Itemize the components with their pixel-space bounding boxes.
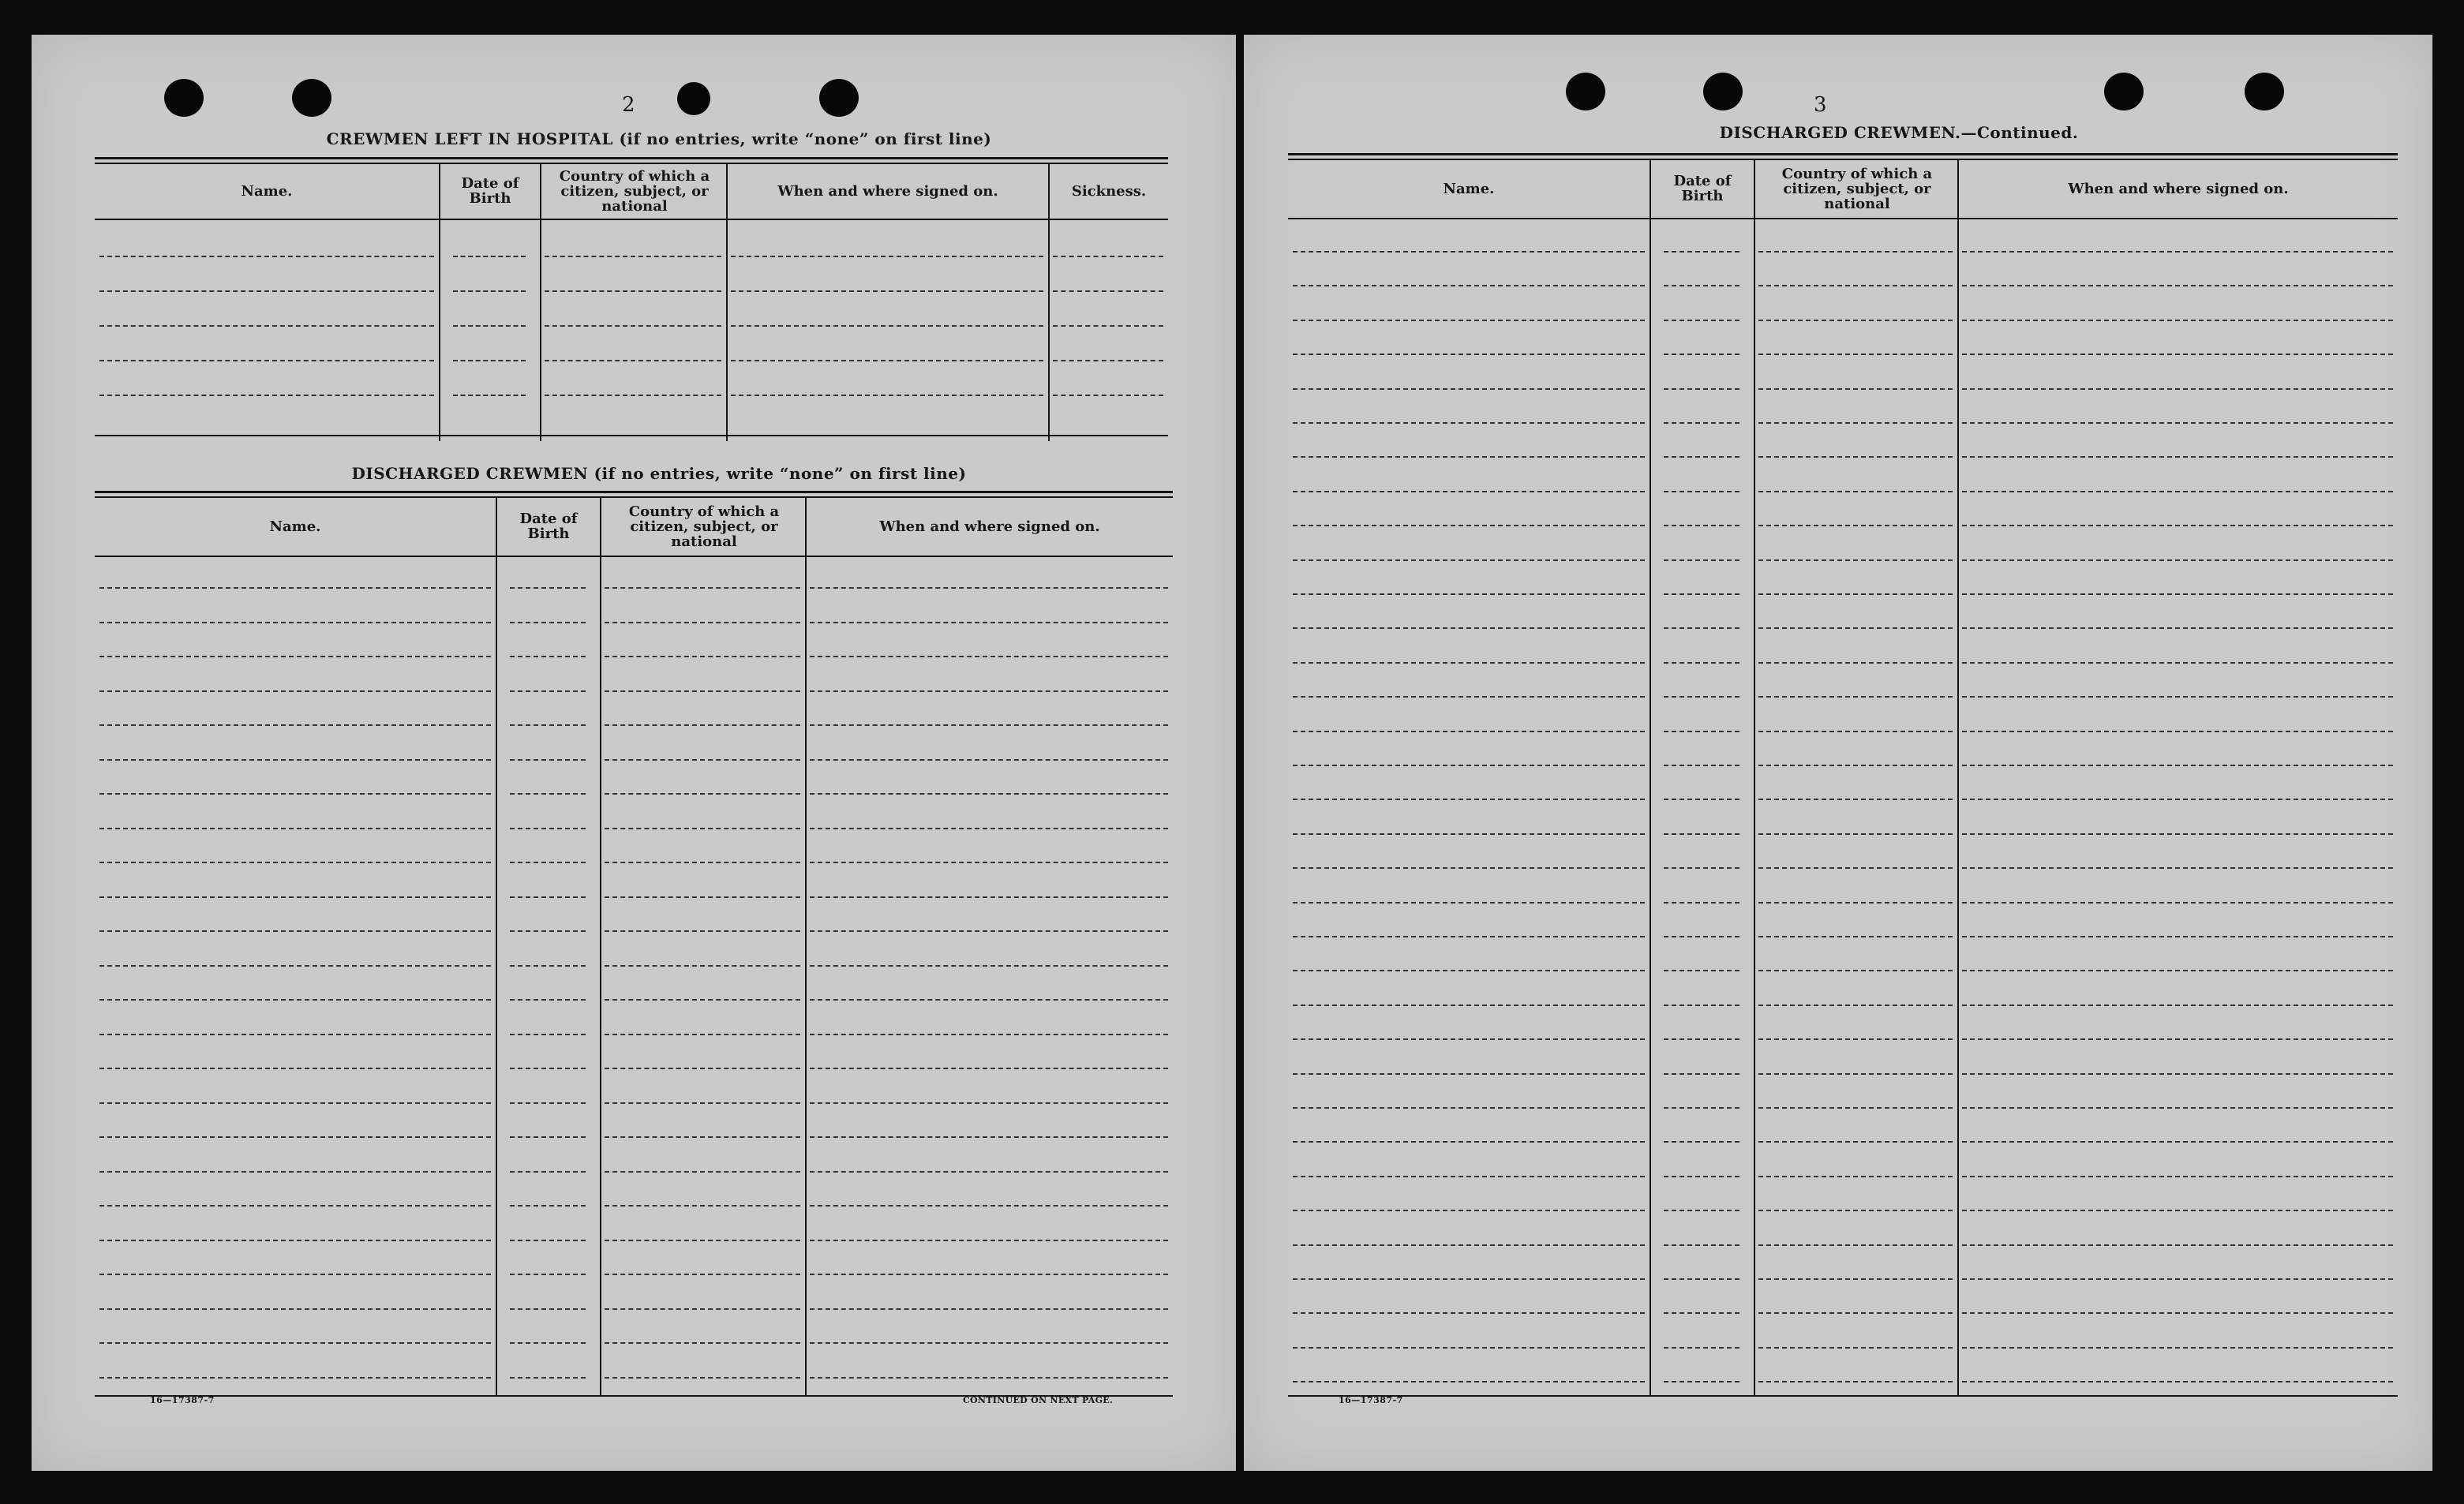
col-header-date-of-birth: Date of Birth	[519, 511, 578, 542]
ruled-line	[1664, 320, 1739, 321]
ruled-line	[1962, 285, 2393, 286]
ruled-line	[1758, 1107, 1953, 1109]
ruled-line	[1758, 1176, 1953, 1177]
ruled-line	[1962, 1210, 2393, 1211]
ruled-line	[1664, 1278, 1739, 1280]
punch-hole	[2245, 73, 2284, 110]
ruled-line	[1293, 662, 1645, 664]
ruled-line	[510, 965, 586, 967]
ruled-line	[1962, 1381, 2393, 1382]
ruled-line	[1664, 1312, 1739, 1314]
ruled-line	[510, 828, 586, 829]
ruled-line	[510, 622, 586, 623]
ruled-line	[1758, 1347, 1953, 1349]
ruled-line	[605, 1171, 800, 1173]
ruled-line	[1293, 456, 1645, 458]
col-header-signed-on: When and where signed on.	[777, 182, 998, 200]
ruled-line	[1664, 388, 1739, 390]
ruled-line	[453, 395, 526, 396]
ruled-line	[1293, 765, 1645, 766]
ruled-line	[453, 325, 526, 327]
ruled-line	[510, 1068, 586, 1069]
ruled-line	[545, 360, 721, 361]
ruled-line	[810, 1308, 1168, 1310]
ruled-line	[510, 759, 586, 761]
form-code: 16—17387-7	[150, 1395, 215, 1405]
ruled-line	[1962, 696, 2393, 698]
ruled-line	[1664, 1381, 1739, 1382]
ruled-line	[99, 1102, 491, 1104]
ruled-line	[1293, 936, 1645, 937]
punch-hole	[1566, 73, 1605, 110]
ruled-line	[510, 1136, 586, 1138]
ruled-line	[453, 256, 526, 257]
ruled-line	[1758, 662, 1953, 664]
ruled-line	[1962, 1073, 2393, 1075]
ruled-line	[1293, 1381, 1645, 1382]
col-header-name: Name.	[241, 182, 293, 200]
ruled-line	[1293, 1141, 1645, 1143]
ruled-line	[1664, 1038, 1739, 1040]
ruled-line	[1664, 491, 1739, 492]
ruled-line	[1758, 970, 1953, 971]
ruled-line	[99, 1342, 491, 1344]
ruled-line	[1664, 559, 1739, 561]
ruled-line	[605, 1136, 800, 1138]
ruled-line	[1293, 422, 1645, 424]
ruled-line	[1664, 251, 1739, 253]
discharged-continued-title: DISCHARGED CREWMEN.—Continued.	[1719, 123, 2079, 142]
ruled-line	[1758, 731, 1953, 732]
ruled-line	[510, 1205, 586, 1207]
ruled-line	[1758, 867, 1953, 869]
ruled-line	[510, 587, 586, 589]
ruled-line	[605, 587, 800, 589]
ruled-line	[99, 256, 434, 257]
ruled-line	[605, 1308, 800, 1310]
ruled-line	[99, 1171, 491, 1173]
ruled-line	[810, 1205, 1168, 1207]
col-header-date-of-birth: Date of Birth	[461, 175, 519, 207]
ruled-line	[1293, 1038, 1645, 1040]
col-header-country: Country of which a citizen, subject, or national	[1781, 165, 1933, 212]
ruled-line	[1293, 627, 1645, 629]
ruled-line	[1962, 422, 2393, 424]
ruled-line	[1664, 354, 1739, 355]
ruled-line	[1962, 765, 2393, 766]
ruled-line	[1758, 627, 1953, 629]
col-header-country: Country of which a citizen, subject, or national	[559, 167, 710, 215]
ruled-line	[1962, 627, 2393, 629]
ruled-line	[99, 862, 491, 863]
punch-hole	[677, 82, 710, 115]
ruled-line	[1758, 593, 1953, 595]
ruled-line	[1293, 1176, 1645, 1177]
ruled-line	[1664, 285, 1739, 286]
ruled-line	[1962, 731, 2393, 732]
ruled-line	[810, 656, 1168, 657]
ruled-line	[1293, 559, 1645, 561]
ruled-line	[810, 690, 1168, 692]
ruled-line	[810, 1136, 1168, 1138]
ruled-line	[1293, 251, 1645, 253]
ruled-line	[1664, 799, 1739, 800]
ruled-line	[605, 1377, 800, 1379]
ruled-line	[99, 1274, 491, 1275]
ruled-line	[1664, 867, 1739, 869]
ruled-line	[1962, 833, 2393, 835]
right-page	[1244, 35, 2432, 1471]
ruled-line	[1758, 320, 1953, 321]
ruled-line	[99, 622, 491, 623]
ruled-line	[605, 793, 800, 795]
ruled-line	[1053, 325, 1163, 327]
ruled-line	[810, 896, 1168, 898]
ruled-line	[99, 1034, 491, 1035]
ruled-line	[1664, 1176, 1739, 1177]
ruled-line	[605, 828, 800, 829]
ruled-line	[99, 793, 491, 795]
ruled-line	[1962, 1347, 2393, 1349]
ruled-line	[1293, 731, 1645, 732]
ruled-line	[605, 930, 800, 932]
discharged-table	[95, 491, 1173, 1406]
ruled-line	[605, 622, 800, 623]
ruled-line	[1758, 936, 1953, 937]
ruled-line	[1962, 354, 2393, 355]
ruled-line	[605, 1068, 800, 1069]
ruled-line	[1664, 902, 1739, 904]
ruled-line	[1962, 662, 2393, 664]
ruled-line	[510, 793, 586, 795]
col-header-sickness: Sickness.	[1071, 182, 1147, 200]
ruled-line	[1293, 1347, 1645, 1349]
ruled-line	[545, 325, 721, 327]
ruled-line	[510, 1171, 586, 1173]
col-header-name: Name.	[269, 518, 321, 535]
ruled-line	[810, 1342, 1168, 1344]
ruled-line	[99, 690, 491, 692]
ruled-line	[510, 1034, 586, 1035]
ruled-line	[1664, 525, 1739, 526]
ruled-line	[510, 1377, 586, 1379]
ruled-line	[99, 930, 491, 932]
ruled-line	[731, 290, 1043, 292]
ruled-line	[810, 828, 1168, 829]
ruled-line	[99, 999, 491, 1001]
ruled-line	[1758, 1141, 1953, 1143]
ruled-line	[1664, 422, 1739, 424]
ruled-line	[1293, 525, 1645, 526]
ruled-line	[99, 759, 491, 761]
page-number: 3	[1814, 93, 1827, 117]
ruled-line	[1758, 1244, 1953, 1246]
ruled-line	[1664, 1210, 1739, 1211]
ruled-line	[605, 896, 800, 898]
punch-hole	[819, 79, 859, 117]
ruled-line	[1962, 1312, 2393, 1314]
ruled-line	[1962, 388, 2393, 390]
ruled-line	[605, 1102, 800, 1104]
ruled-line	[1758, 1073, 1953, 1075]
ruled-line	[1758, 799, 1953, 800]
ruled-line	[605, 999, 800, 1001]
ruled-line	[510, 690, 586, 692]
ruled-line	[1962, 1005, 2393, 1006]
ruled-line	[510, 1342, 586, 1344]
ruled-line	[605, 724, 800, 726]
continued-note: CONTINUED ON NEXT PAGE.	[963, 1395, 1114, 1405]
ruled-line	[1293, 354, 1645, 355]
ruled-line	[1962, 867, 2393, 869]
ruled-line	[1293, 593, 1645, 595]
ruled-line	[1962, 1141, 2393, 1143]
ruled-line	[99, 360, 434, 361]
ruled-line	[99, 1136, 491, 1138]
ruled-line	[1758, 1278, 1953, 1280]
ruled-line	[510, 896, 586, 898]
ruled-line	[810, 1068, 1168, 1069]
ruled-line	[605, 862, 800, 863]
ruled-line	[810, 1377, 1168, 1379]
left-page	[32, 35, 1236, 1471]
ruled-line	[810, 965, 1168, 967]
ruled-line	[1293, 970, 1645, 971]
ruled-line	[1758, 1038, 1953, 1040]
ruled-line	[810, 1240, 1168, 1241]
ruled-line	[453, 360, 526, 361]
ruled-line	[1758, 285, 1953, 286]
ruled-line	[99, 325, 434, 327]
ruled-line	[731, 325, 1043, 327]
ruled-line	[1962, 799, 2393, 800]
page-number: 2	[622, 93, 635, 117]
punch-hole	[292, 79, 331, 117]
ruled-line	[1664, 833, 1739, 835]
ruled-line	[605, 1274, 800, 1275]
ruled-line	[510, 999, 586, 1001]
ruled-line	[1962, 970, 2393, 971]
ruled-line	[99, 965, 491, 967]
ruled-line	[1293, 799, 1645, 800]
ruled-line	[1664, 627, 1739, 629]
ruled-line	[1053, 290, 1163, 292]
ruled-line	[810, 622, 1168, 623]
hospital-section-title: CREWMEN LEFT IN HOSPITAL (if no entries, write “none” on first line)	[326, 129, 992, 148]
ruled-line	[1664, 662, 1739, 664]
ruled-line	[1962, 456, 2393, 458]
col-header-country: Country of which a citizen, subject, or national	[628, 503, 780, 550]
ruled-line	[1293, 388, 1645, 390]
ruled-line	[1293, 867, 1645, 869]
punch-hole	[2104, 73, 2144, 110]
ruled-line	[1758, 902, 1953, 904]
ruled-line	[1664, 696, 1739, 698]
ruled-line	[545, 395, 721, 396]
ruled-line	[99, 828, 491, 829]
ruled-line	[1664, 1347, 1739, 1349]
ruled-line	[1962, 251, 2393, 253]
ruled-line	[510, 862, 586, 863]
ruled-line	[605, 1034, 800, 1035]
ruled-line	[1293, 833, 1645, 835]
ruled-line	[810, 1034, 1168, 1035]
ruled-line	[1664, 1005, 1739, 1006]
ruled-line	[1758, 696, 1953, 698]
punch-hole	[164, 79, 204, 117]
ruled-line	[1962, 1107, 2393, 1109]
ruled-line	[1664, 1073, 1739, 1075]
col-header-signed-on: When and where signed on.	[879, 518, 1100, 535]
ruled-line	[1293, 1073, 1645, 1075]
ruled-line	[1664, 1141, 1739, 1143]
ruled-line	[510, 1240, 586, 1241]
ruled-line	[1758, 251, 1953, 253]
discharged-continued-table	[1288, 153, 2398, 1431]
ruled-line	[1758, 354, 1953, 355]
ruled-line	[731, 395, 1043, 396]
ruled-line	[1053, 256, 1163, 257]
ruled-line	[1962, 1038, 2393, 1040]
ruled-line	[99, 290, 434, 292]
ruled-line	[99, 656, 491, 657]
ruled-line	[99, 1205, 491, 1207]
ruled-line	[1664, 456, 1739, 458]
ruled-line	[1293, 696, 1645, 698]
ruled-line	[1293, 1278, 1645, 1280]
ruled-line	[99, 395, 434, 396]
ruled-line	[605, 656, 800, 657]
ruled-line	[1293, 491, 1645, 492]
ruled-line	[1758, 833, 1953, 835]
ruled-line	[1664, 731, 1739, 732]
ruled-line	[545, 256, 721, 257]
ruled-line	[810, 930, 1168, 932]
ruled-line	[1758, 1381, 1953, 1382]
ruled-line	[1293, 320, 1645, 321]
ruled-line	[510, 1102, 586, 1104]
ruled-line	[1664, 765, 1739, 766]
ruled-line	[1962, 593, 2393, 595]
ruled-line	[1962, 1278, 2393, 1280]
ruled-line	[1758, 1005, 1953, 1006]
ruled-line	[510, 724, 586, 726]
ruled-line	[99, 724, 491, 726]
ruled-line	[99, 896, 491, 898]
ruled-line	[99, 1068, 491, 1069]
col-header-name: Name.	[1443, 180, 1495, 197]
ruled-line	[1758, 1312, 1953, 1314]
ruled-line	[1962, 491, 2393, 492]
ruled-line	[1293, 1312, 1645, 1314]
ruled-line	[731, 256, 1043, 257]
ruled-line	[1758, 525, 1953, 526]
ruled-line	[1053, 395, 1163, 396]
ruled-line	[1664, 1244, 1739, 1246]
ruled-line	[810, 999, 1168, 1001]
ruled-line	[1962, 559, 2393, 561]
ruled-line	[1962, 320, 2393, 321]
discharged-section-title: DISCHARGED CREWMEN (if no entries, write “none” on first line)	[351, 464, 967, 483]
col-header-date-of-birth: Date of Birth	[1673, 173, 1732, 204]
ruled-line	[1962, 525, 2393, 526]
ruled-line	[1962, 902, 2393, 904]
ruled-line	[99, 587, 491, 589]
ruled-line	[1758, 422, 1953, 424]
ruled-line	[1293, 285, 1645, 286]
ruled-line	[1293, 1107, 1645, 1109]
ruled-line	[510, 930, 586, 932]
ruled-line	[1293, 1244, 1645, 1246]
ruled-line	[1758, 456, 1953, 458]
ruled-line	[1962, 936, 2393, 937]
ruled-line	[1293, 1210, 1645, 1211]
ruled-line	[810, 724, 1168, 726]
ruled-line	[605, 965, 800, 967]
ruled-line	[510, 1308, 586, 1310]
ruled-line	[1664, 970, 1739, 971]
ruled-line	[1293, 902, 1645, 904]
ruled-line	[1053, 360, 1163, 361]
ruled-line	[810, 587, 1168, 589]
ruled-line	[1293, 1005, 1645, 1006]
ruled-line	[99, 1377, 491, 1379]
ruled-line	[1664, 936, 1739, 937]
ruled-line	[731, 360, 1043, 361]
ruled-line	[1664, 1107, 1739, 1109]
ruled-line	[810, 1102, 1168, 1104]
ruled-line	[1962, 1176, 2393, 1177]
ruled-line	[1664, 593, 1739, 595]
ruled-line	[810, 1171, 1168, 1173]
ruled-line	[1758, 1210, 1953, 1211]
form-code: 16—17387-7	[1339, 1395, 1403, 1405]
ruled-line	[99, 1240, 491, 1241]
ruled-line	[605, 1205, 800, 1207]
ruled-line	[810, 1274, 1168, 1275]
ruled-line	[1758, 388, 1953, 390]
col-header-signed-on: When and where signed on.	[2068, 180, 2289, 197]
ruled-line	[810, 759, 1168, 761]
ruled-line	[510, 1274, 586, 1275]
ruled-line	[1758, 765, 1953, 766]
ruled-line	[810, 793, 1168, 795]
ruled-line	[605, 1240, 800, 1241]
punch-hole	[1703, 73, 1743, 110]
hospital-table	[95, 157, 1168, 473]
ruled-line	[605, 759, 800, 761]
ruled-line	[545, 290, 721, 292]
ruled-line	[1962, 1244, 2393, 1246]
ruled-line	[605, 1342, 800, 1344]
ruled-line	[510, 656, 586, 657]
ruled-line	[1758, 559, 1953, 561]
ruled-line	[1758, 491, 1953, 492]
ruled-line	[810, 862, 1168, 863]
ruled-line	[99, 1308, 491, 1310]
ruled-line	[453, 290, 526, 292]
ruled-line	[605, 690, 800, 692]
